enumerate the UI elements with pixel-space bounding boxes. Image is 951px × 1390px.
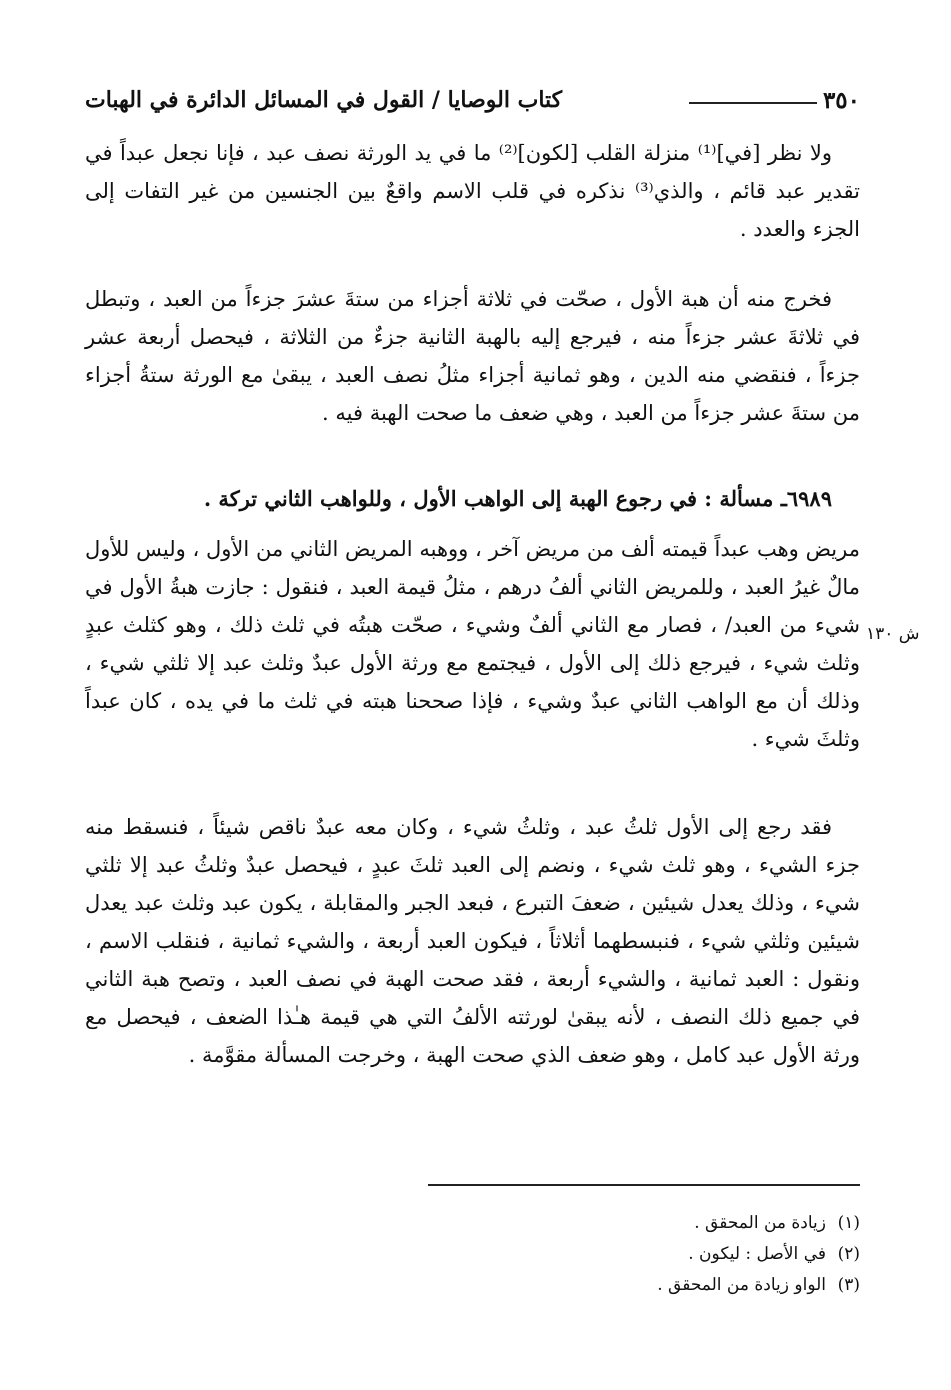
running-title: كتاب الوصايا / القول في المسائل الدائرة في الهبات bbox=[85, 87, 563, 113]
paragraph-4 bbox=[85, 808, 860, 1074]
footnote-item bbox=[500, 1208, 860, 1239]
paragraph-1-text: ولا نظر [في]⁽¹⁾ منزلة القلب [لكون]⁽²⁾ ما في يد الورثة نصف عبد ، فإنا نجعل عبداً في تقدير عبد قائم ، والذي⁽³⁾ نذكره في قلب الاسم واقعٌ بين الجنسين من غير التفات إلى الجزء والعدد . bbox=[85, 141, 861, 241]
paragraph-2-text: فخرج منه أن هبة الأول ، صحّت في ثلاثة أجزاء من ستةَ عشرَ جزءاً من العبد ، وتبطل في ثلاثةَ عشر جزءاً منه ، فيرجع إليه بالهبة الثانية جزءٌ من الثلاثة ، فيحصل أربعة عشر جزءاً ، فنقضي منه الدين ، وهو ثمانية أجزاء مثلُ نصف العبد ، يبقىٰ مع الورثة ستةُ أجزاء من ستةَ عشر جزءاً من العبد ، وهي ضعف ما صحت الهبة فيه . bbox=[85, 287, 860, 425]
paragraph-1 bbox=[85, 134, 860, 248]
footnote-number: (٣) bbox=[837, 1275, 860, 1295]
footnote-text: الواو زيادة من المحقق . bbox=[657, 1275, 826, 1295]
footnote-text: في الأصل : ليكون . bbox=[688, 1244, 826, 1264]
paragraph-3-text: مريض وهب عبداً قيمته ألف من مريض آخر ، ووهبه المريض الثاني من الأول ، وليس للأول مالٌ غيرُ العبد ، وللمريض الثاني ألفُ درهم ، مثلُ قيمة العبد ، فنقول : جازت هبةُ الأول في شيء من العبد/ ، فصار مع الثاني ألفٌ وشيء ، صحّت هبتُه في ثلث ذلك ، وهو كثلث عبدٍ وثلث شيء ، فيرجع ذلك إلى الأول ، فيجتمع مع ورثة الأول عبدٌ وثلث عبد إلا ثلثي شيء ، وذلك أن مع الواهب الثاني عبدٌ وشيء ، فإذا صححنا هبته في ثلث ما في يده ، كان عبداً وثلثَ شيء . bbox=[85, 537, 860, 751]
footnote-text: زيادة من المحقق . bbox=[694, 1213, 826, 1233]
page-number-group bbox=[689, 87, 860, 114]
paragraph-4-text: فقد رجع إلى الأول ثلثُ عبد ، وثلثُ شيء ، وكان معه عبدٌ ناقص شيئاً ، فنسقط منه جزء الشيء ، وهو ثلث شيء ، ونضم إلى العبد ثلثَ عبدٍ ، فيحصل عبدٌ وثلثُ عبد إلا ثلثي شيء ، وذلك يعدل شيئين ، ضعفَ التبرع ، فبعد الجبر والمقابلة ، يكون عبد وثلث عبد يعدل شيئين وثلثي شيء ، فنبسطهما أثلاثاً ، فيكون العبد أربعة ، والشيء ثمانية ، فنقلب الاسم ، ونقول : العبد ثمانية ، والشيء أربعة ، فقد صحت الهبة في نصف العبد ، وتصح هبة الثاني في جميع ذلك النصف ، لأنه يبقىٰ لورثته الألفُ التي هي قيمة هـٰذا الضعف ، فيحصل مع ورثة الأول عبد كامل ، وهو ضعف الذي صحت الهبة ، وخرجت المسألة مقوَّمة . bbox=[85, 815, 860, 1067]
footnote-item bbox=[500, 1239, 860, 1270]
footnote-rule bbox=[428, 1184, 860, 1186]
footnote-number: (٢) bbox=[837, 1244, 860, 1264]
footnote-number: (١) bbox=[837, 1213, 860, 1233]
page-header bbox=[85, 80, 860, 120]
footnote-item bbox=[500, 1270, 860, 1301]
paragraph-2 bbox=[85, 280, 860, 432]
header-rule bbox=[689, 102, 817, 104]
page-number: ٣٥٠ bbox=[822, 86, 860, 114]
paragraph-3 bbox=[85, 530, 860, 758]
section-heading: ٦٩٨٩ـ مسألة : في رجوع الهبة إلى الواهب الأول ، وللواهب الثاني تركة . bbox=[203, 486, 832, 511]
margin-note: ش ١٣٠ bbox=[866, 624, 920, 644]
footnotes bbox=[500, 1208, 860, 1301]
